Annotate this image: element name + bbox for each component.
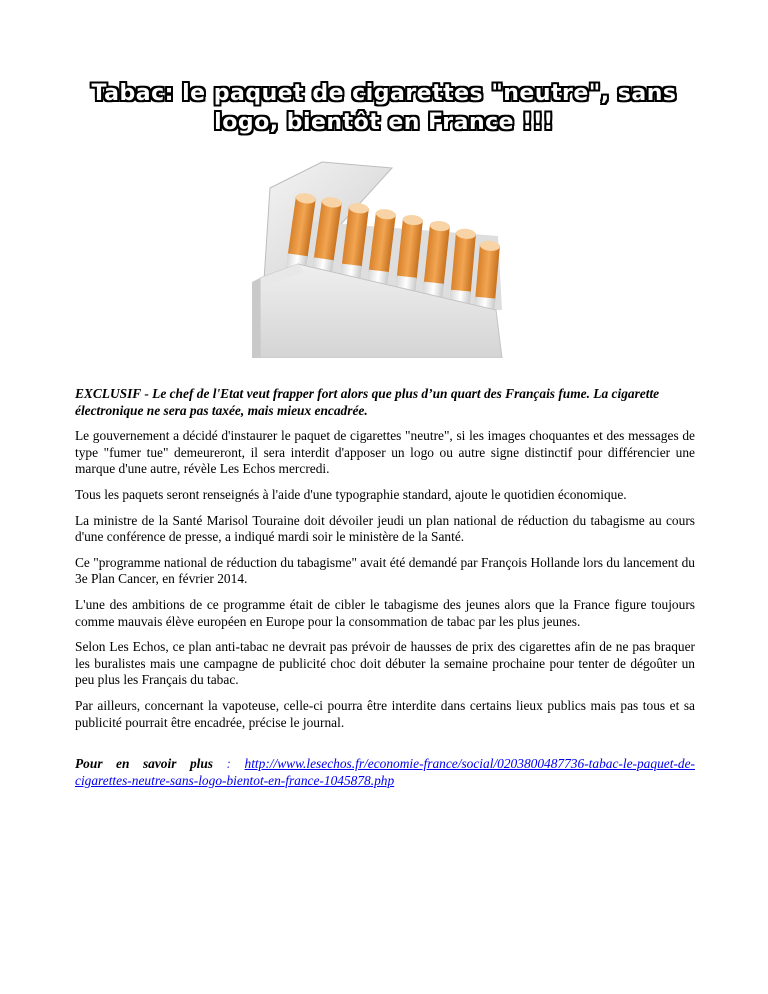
article-paragraph: Selon Les Echos, ce plan anti-tabac ne devrait pas prévoir de hausses de prix des cigarettes afin de ne pas braquer les buralistes mais une campagne de publicité choc doit débuter la semaine prochaine pour tenter de dégoûter un peu plus les Français du tabac.: [75, 639, 695, 688]
document-title: Tabac: le paquet de cigarettes "neutre", sans logo, bientôt en France !!!: [91, 80, 677, 135]
article-paragraph: Ce "programme national de réduction du tabagisme" avait été demandé par François Hollande lors du lancement du 3e Plan Cancer, en février 2014.: [75, 554, 695, 587]
read-more-link[interactable]: http://www.lesechos.fr/economie-france/social/0203800487736-tabac-le-paquet-de-cigarettes-neutre-sans-logo-bientot-en-france-1045878.php: [75, 756, 695, 788]
article-paragraph: Par ailleurs, concernant la vapoteuse, celle-ci pourra être interdite dans certains lieux publics mais pas tous et sa publicité pourrait être encadrée, précise le journal.: [75, 697, 695, 730]
article-paragraph: Tous les paquets seront renseignés à l'aide d'une typographie standard, ajoute le quotidien économique.: [75, 486, 627, 502]
read-more: [75, 756, 695, 789]
cigarette-pack-photo: [252, 160, 516, 358]
read-more-separator: :: [213, 756, 245, 772]
read-more-label: Pour en savoir plus: [75, 756, 214, 772]
article-lead: EXCLUSIF - Le chef de l'Etat veut frapper fort alors que plus d’un quart des Français fume. La cigarette électronique ne sera pas taxée, mais mieux encadrée.: [75, 386, 660, 418]
article-paragraph: La ministre de la Santé Marisol Touraine doit dévoiler jeudi un plan national de réduction du tabagisme au cours d'une conférence de presse, a indiqué mardi soir le ministère de la Santé.: [75, 512, 695, 545]
article-paragraph: Le gouvernement a décidé d'instaurer le paquet de cigarettes "neutre", si les images choquantes et des messages de type "fumer tue" demeureront, il sera interdit d'apposer un logo ou autre signe distinctif pour différencier une marque d'une autre, révèle Les Echos mercredi.: [75, 428, 695, 477]
article-body: [75, 386, 695, 798]
article-paragraph: L'une des ambitions de ce programme était de cibler le tabagisme des jeunes alors que la France figure toujours comme mauvais élève européen en Europe pour la consommation de tabac par les plus jeunes.: [75, 596, 695, 629]
